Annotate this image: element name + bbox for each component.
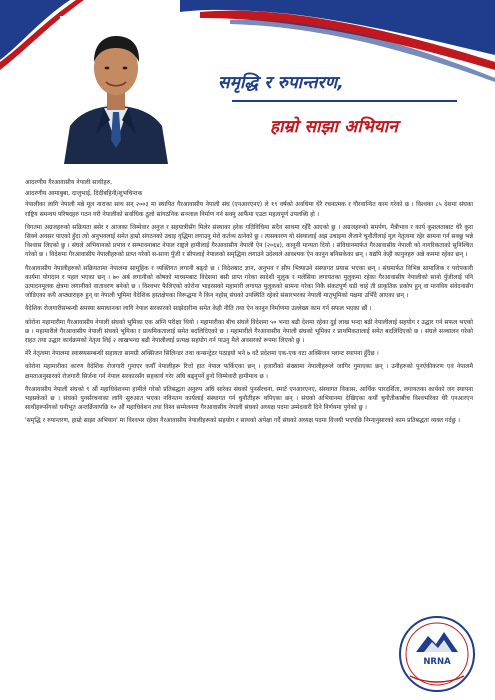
paragraph: 'समृद्धि र रुपान्तरण, हाम्रो साझा अभियान' मा विश्वभर रहेका गैरआवासीय नेपालीहरूको सहयोग र साथको अपेक्षा गर्दै संघको अध्यक्ष पदमा विजयी भएपछि निम्नानुसारको काम प्रतिबद्धता व्यक्त गर्दछु । [25,417,460,425]
paragraph: नेपालीका लागि नेपाली मन्ने मूल नाराका साथ सन् २००३ मा स्थापित गैरआवासीय नेपाली संघ (एनआरएनए) ले १९ वर्षको अवधिमा धेरै रचनात्मक र गौरवान्वित काम गरेको छ । विश्वका ८५ देशमा संघका राष्ट्रिय समन्वय परिषदहरु गठन गरी नेपालीको सर्वाधिक ठूलो सांगठनिक सञ्जाल निर्माण गर्न सक्नु आफैंमा एउटा महत्वपूर्ण उपलब्धि हो । [25,201,473,218]
logo-text: NRNA [423,657,451,667]
nrna-emblem [396,614,478,694]
title-divider [232,100,457,102]
paragraph: गैरआवासीय नेपाली संघको ९ औं महाधिवेशनमा हामीले गरेको प्रतिबद्धता अनुरुप अधि सारेका संघको पुनर्संरचना, स्मार्ट एनआरएनए, संस्थागत विकास, आर्थिक पारदर्शिता, लगायतका कार्यको जग स्थापना भइसकेको छ । संघको पुनर्संरचनाका लागि सुरुआत भएका नविनतम कार्यलाई संस्थागत गर्न चुनौतीहरू थपिएका छन् । संघको अभियानमा देखिएका कयौं चुनौतीकाबीच विश्वभरिका धेरै एनआरएन साथीहरूसँगको घनीभूत अन्तर्क्रियापछि १० औं महाधिवेशन तथा विश्व सम्मेलनमा गैरआवासीय नेपाली संघको अध्यक्ष पदमा उम्मेदवारी दिने निर्णयमा पुगेको छु । [25,385,473,412]
paragraph: कोरोना महामारीका कारण वैदेशिक रोजगारी गुमाएर कयौँ नेपालीहरू रित्तो हात नेपाल फर्किएका छन् । हजारौंको संख्यामा नेपालीहरूले जागिर गुमाएका छन् । उनीहरुको पुनर्एकीकरण एवं नेपालमै क्षमताअनुसारको रोजगारी सिर्जना गर्न नेपाल सरकारसँग सहकार्य गरेर अघि बढ्नुपर्ने हुनो जिम्मेवारी हामीमाथ छ । [25,363,473,380]
paragraph: कोरोना महामारीमा गैरआवासीय नेपाली संघको भूमिका एक अग्नि परीक्षा थियो । महामारीका बीच संघले विदेशमा ५० भन्दा बढी देशमा रहेका दुई लाख भन्दा बढी नेपालीलाई सहयोग र उद्धार गर्न सफल भएको छ । महामारीले गैरआवासीय नेपाली संघको भूमिका र प्राथमिकतालाई समेत बदलिदिएको छ । महामारीले गैरआवासीय नेपाली संघको भूमिका र प्राथमिकतालाई समेत बदलिदिएको छ । संघले सञ्चालन गरेको राहत तथा उद्धार कार्यक्रमको नेतृत्व लिई २ लाखभन्दा बढी नेपालीलाई प्रत्यक्ष सहयोग गर्न पाउनु मैले अवसरको रूपमा लिएको छु । [25,318,473,345]
paragraph: वैदेशिक रोजगारीसम्बन्धी समस्या समाधानका लागि नेपाल सरकारको साझेदारीमा समेत केही नीति तथा ऐन कानुन निर्माणमा उल्लेख्य काम गर्न सफल भएका छौं । [25,305,372,313]
greeting-line-1: आदरणीय गैरआवासीय नेपाली साथीहरु, [25,179,113,186]
campaign-title-line1: समृद्धि र रुपान्तरण, [218,73,344,93]
campaign-title-line2: हाम्रो साझा अभियान [270,117,399,137]
paragraph: गैरआवासीय नेपालीहरुको सक्रियतामा नेपालमा सामूहिक र व्यक्तिगत लगानी बढ्दो छ । विदेशबाट ज्ञान, अनुभव र सीप भित्र्याउने संस्थागत प्रयास भएका छन् । संघमार्फत विभिन्न सामाजिक र परोपकारी कार्यमा योगदान र पहल भएका छन् । ७० अर्ब लगानीको कोषको माध्यमबाट विदेशमा बसी प्राप्त गरेका स्वदेशी मुलुक र मलेसिया लगायतका मुलुकमा रहेका गैरआवासीय नेपालीको सानो पुँजीलाई पनि उत्पादनमूलक क्षेत्रमा लगानीको वातावरण बनेको छ । विश्वभर फैलिएको कोरोना भाइरसको महामारी लगायत मुलुकको सामना गरेका निकै संकटपूर्ण घडी चाहे ती प्राकृतिक प्रकोप हुन् वा मानविय संवेदनासँग जोडिएका कथै अप्ठ्याराहरु हुन् वा नेपाली भूमिमा वैदेशिक हस्तक्षेपका विरूद्धमा नै किन नहोस् संघको उपस्थिति रहेको संसारभरका नेपाली मातृभूमिको पक्षमा उभिँदै आएका छन् । [25,264,473,300]
letter-body [25,178,473,430]
paragraph: विगतमा अग्रजहरुको सक्रियता बसेर र आजका जिम्मेवार अनुज र सहयात्रीसँग मिलेर संस्थाका हरेक गतिविधिमा सदैव साथमा रहेँदै आएको छु । अग्रजहरुको समर्पण, मैत्रीभाव र कार्य कुशलताबाट धेरै कुरा सिक्ने अवसर पाएको हुँदा त्यो अनुभवलाई समेत हाम्रो संगठनको उचाइ वृद्धिमा लगाउनु मेरो कर्तव्य ठानेको छु । त्यसकारण यो संस्थालाई अझ उचाइमा लैजाने चुनौतीलाई मूल नेतृत्वमा रहेर सामना गर्न सक्छु भन्ने विश्वास लिएको छु । संघले अभियानको प्रभाव र सम्भावनाबाट नेपाल राष्ट्रले हामीलाई गैरआवासीय नेपाली ऐन (२०६४), कानुनी मान्यता दियो । संविधानमार्फत गैरआवासीय नेपाली को नागरिकताको सुनिश्चित गरेको छ । विदेशमा गैरआवासीय नेपालीहरुको प्राप्त गरेको स-साना पुँजी र सीपलाई नेपालको समृद्धिमा लगाउने उदेश्यले आवश्यक ऐन कानुन बनिसकेका छन् । यद्यपि केही कानुनहरु अन्ने कममा रहेका छन् । [25,223,473,259]
person-portrait-icon [60,16,172,164]
greeting-line-2: आदरणीय आमाबुबा, दाजुभाई, दिदीबहिनी/शुभचिन्तक [25,190,143,198]
paragraph: मेरै नेतृत्वमा नेपालमा स्वास्थ्यसम्बन्धी सहायता सामग्री अक्सिजन सिलिन्डर तथा कन्सन्ट्रेटर पठाइयो भने ७ वटै प्रदेशमा एक-एक वटा अक्सिजन प्लान्ट स्थापना हुँदैछ । [25,350,379,358]
nrna-logo-icon [396,614,478,694]
